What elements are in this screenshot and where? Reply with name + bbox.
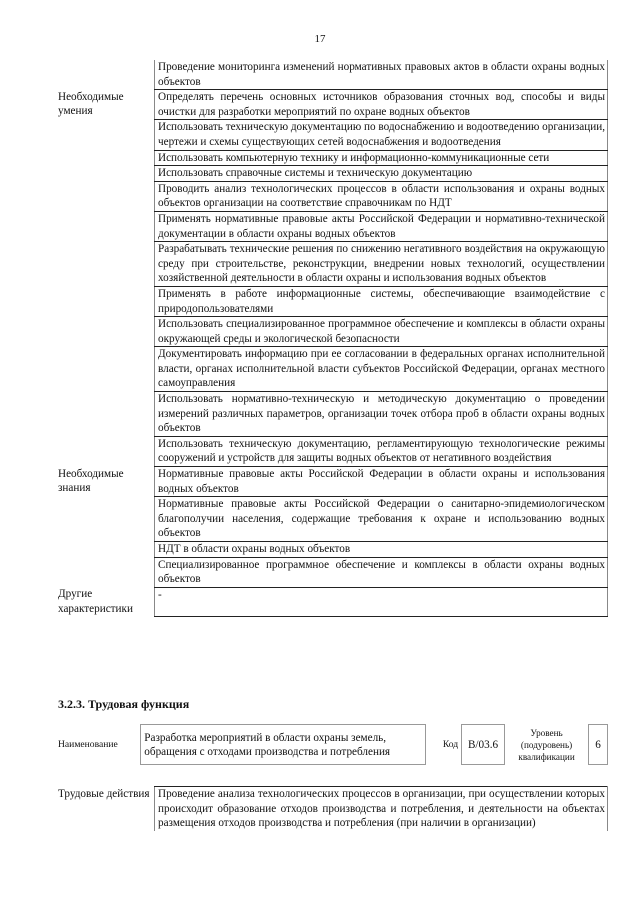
function-code: B/03.6 [462,725,505,765]
table-row [58,467,608,497]
table-row [58,787,608,831]
row-text: Нормативные правовые акты Российской Федерации о санитарно-эпидемиологическом благополучии населения, содержащие требования к охране и использованию водных объектов [155,497,608,542]
row-label: Другие характеристики [58,588,133,615]
row-text: Проведение мониторинга изменений нормативных правовых актов в области охраны водных объектов [155,60,608,90]
row-label [58,166,155,182]
row-label: Необходимые умения [58,90,124,118]
actions-text: Проведение анализа технологических процессов в организации, при осуществлении которых происходит образование отходов производства и потребления, и деятельности на объектах размещения отходов производства и потребления (при наличии в организации) [155,787,608,831]
function-name: Разработка мероприятий в области охраны земель, обращения с отходами производства и потребления [141,725,425,765]
row-label [58,242,155,287]
row-label [58,347,155,392]
row-text: Определять перечень основных источников образования сточных вод, способы и виды очистки для разработки мероприятий по охране водных объектов [155,90,608,120]
table-row [58,557,608,587]
row-label [58,557,155,587]
row-label [58,542,155,558]
row-text: Использовать техническую документацию, регламентирующую технологические режимы сооружений и устройств для защиты водных объектов от негативного воздействия [155,436,608,466]
actions-table [58,786,608,831]
name-label: Наименование [58,738,118,750]
row-text: НДТ в области охраны водных объектов [155,542,608,558]
row-label: Необходимые знания [58,467,124,495]
row-text: Использовать техническую документацию по водоснабжению и водоотведению организации, чертежи и схемы существующих сетей водоснабжения и водоотведения [155,120,608,150]
table-row [58,60,608,90]
row-text: Применять нормативные правовые акты Российской Федерации и нормативно-технической документации в области охраны водных объектов [155,211,608,241]
level-value: 6 [589,725,608,765]
table-row [58,542,608,558]
table-row [58,90,608,120]
table-row [58,347,608,392]
table-row [58,725,608,765]
table-row [58,392,608,437]
function-header-table [58,724,608,765]
row-label [58,286,155,316]
row-text: - [155,587,608,616]
table-row [58,120,608,150]
row-label [58,211,155,241]
table-row [58,587,608,616]
table-row [58,436,608,466]
table-row [58,242,608,287]
table-row [58,181,608,211]
row-label [58,497,155,542]
table-row [58,286,608,316]
row-label [58,150,155,166]
row-label [58,60,155,90]
row-text: Проводить анализ технологических процессов в области использования и охраны водных объектов организации на соответствие справочникам по НДТ [155,181,608,211]
row-label [58,392,155,437]
row-label [58,181,155,211]
row-text: Использовать специализированное программное обеспечение и комплексы в области охраны окружающей среды и экологической безопасности [155,317,608,347]
table-row [58,166,608,182]
row-text: Документировать информацию при ее согласовании в федеральных органах исполнительной власти, органах исполнительной власти субъектов Российской Федерации, органах местного самоуправления [155,347,608,392]
row-text: Использовать справочные системы и техническую документацию [155,166,608,182]
code-label: Код [442,738,459,750]
page-number: 17 [314,33,326,45]
section-heading: 3.2.3. Трудовая функция [58,697,190,711]
row-text: Специализированное программное обеспечение и комплексы в области охраны водных объектов [155,557,608,587]
table-row [58,211,608,241]
row-text: Применять в работе информационные системы, обеспечивающие взаимодействие с природопользователями [155,286,608,316]
table-row [58,317,608,347]
row-label [58,120,155,150]
actions-label: Трудовые действия [58,787,150,800]
row-text: Использовать компьютерную технику и информационно-коммуникационные сети [155,150,608,166]
row-text: Использовать нормативно-техническую и методическую документацию о проведении измерений различных параметров, организации точек отбора проб в области охраны водных объектов [155,392,608,437]
row-label [58,436,155,466]
row-text: Нормативные правовые акты Российской Федерации в области охраны и использования водных объектов [155,467,608,497]
row-label [58,317,155,347]
competency-table [58,60,608,617]
table-row [58,497,608,542]
table-row [58,150,608,166]
row-text: Разрабатывать технические решения по снижению негативного воздействия на окружающую среду при строительстве, реконструкции, внедрении новых технологий, осуществлении хозяйственной деятельности в области охраны и использования водных объектов [155,242,608,287]
level-label: Уровень (подуровень) квалификации [518,727,575,762]
